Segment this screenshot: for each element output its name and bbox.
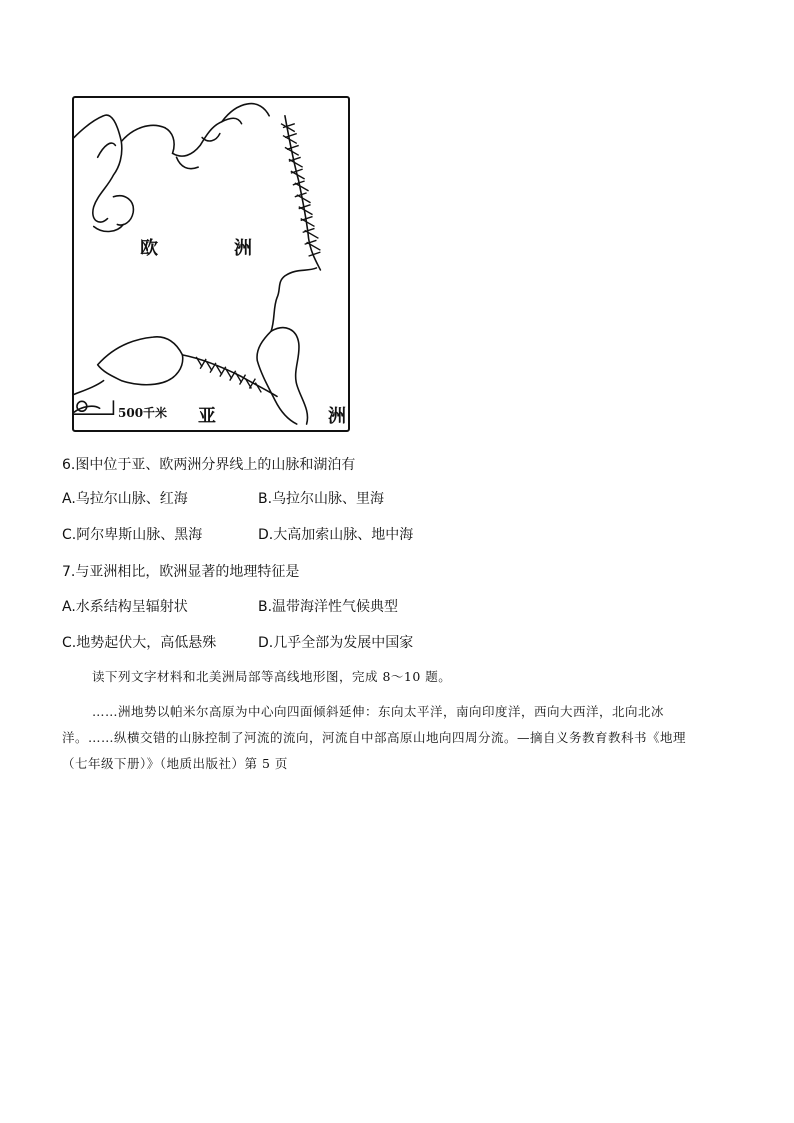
q6-stem: 6.图中位于亚、欧两洲分界线上的山脉和湖泊有	[62, 457, 356, 473]
section-intro: 读下列文字材料和北美洲局部等高线地形图，完成 8～10 题。	[92, 669, 452, 684]
q7-option-c: C.地势起伏大，高低悬殊	[62, 635, 217, 651]
europe-map	[72, 96, 350, 432]
q6-option-b: B.乌拉尔山脉、里海	[258, 491, 385, 507]
material-line-3: （七年级下册）》（地质出版社）第 5 页	[62, 756, 288, 771]
map-label-europe-2: 洲	[234, 238, 252, 259]
map-scale-label: 500千米	[118, 406, 168, 420]
q7-option-d: D.几乎全部为发展中国家	[258, 635, 414, 651]
q7-option-a: A.水系结构呈辐射状	[62, 599, 188, 615]
map-label-asia-2: 洲	[328, 406, 346, 427]
q7-option-b: B.温带海洋性气候典型	[258, 599, 399, 615]
map-label-europe-1: 欧	[140, 238, 158, 259]
material-line-2: 洋。……纵横交错的山脉控制了河流的流向，河流自中部高原山地向四周分流。—摘自义务教育教科书《地理	[62, 730, 687, 745]
q6-option-a: A.乌拉尔山脉、红海	[62, 491, 188, 507]
map-drawing	[74, 98, 348, 430]
material-line-1: ……洲地势以帕米尔高原为中心向四面倾斜延伸：东向太平洋，南向印度洋，西向大西洋，北向北冰	[92, 704, 665, 719]
q7-stem: 7.与亚洲相比，欧洲显著的地理特征是	[62, 564, 300, 580]
q6-option-c: C.阿尔卑斯山脉、黑海	[62, 527, 203, 543]
q6-option-d: D.大高加索山脉、地中海	[258, 527, 414, 543]
map-label-asia-1: 亚	[198, 406, 216, 427]
